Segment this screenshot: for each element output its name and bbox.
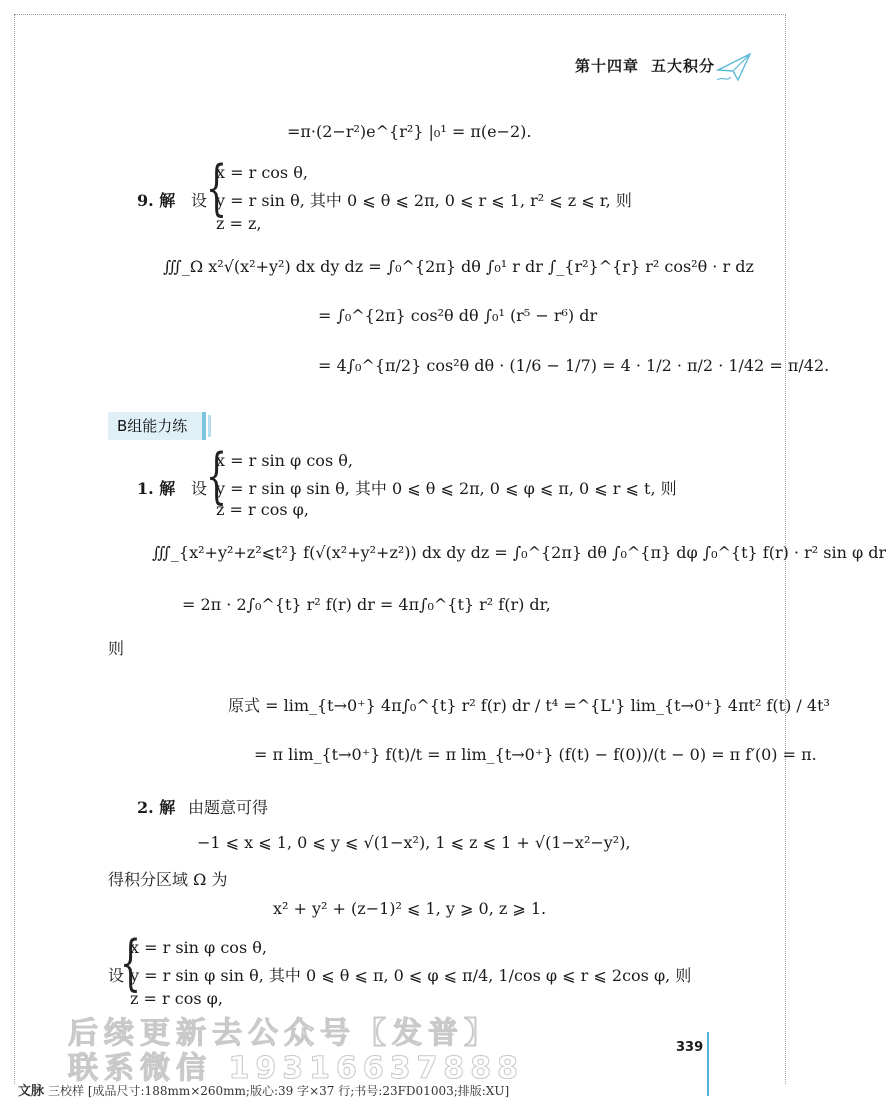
equation-line: = ∫₀^{2π} cos²θ dθ ∫₀¹ (r⁵ − r⁶) dr — [318, 306, 598, 325]
left-brace-icon: { — [206, 441, 228, 511]
set-word: 设 — [108, 966, 125, 985]
set-word: 设 — [191, 191, 208, 210]
solution-label: 9. 解 — [137, 191, 176, 210]
equation-line: 原式 = lim_{t→0⁺} 4π∫₀^{t} r² f(r) dr / t⁴ =^{L'} lim_{t→0⁺} 4πt² f(t) / 4t³ — [228, 696, 830, 715]
page-frame-left — [14, 14, 15, 1084]
paragraph-text: 由题意可得 — [188, 798, 269, 817]
equation-line: = 2π · 2∫₀^{t} r² f(r) dr = 4π∫₀^{t} r² f(r) dr, — [182, 595, 551, 614]
page-rule — [707, 1032, 709, 1096]
section-heading: B组能力练 — [108, 412, 206, 440]
equation-line: = π lim_{t→0⁺} f(t)/t = π lim_{t→0⁺} (f(t) − f(0))/(t − 0) = π f′(0) = π. — [254, 745, 817, 764]
paper-plane-icon — [716, 50, 752, 86]
set-word: 设 — [191, 479, 208, 498]
equation-line: =π·(2−r²)e^{r²} |₀¹ = π(e−2). — [287, 122, 532, 141]
system-row: x = r cos θ, — [216, 163, 308, 182]
solution-label: 1. 解 — [137, 479, 176, 498]
page-number: 339 — [676, 1040, 704, 1055]
watermark-line: 联系微信 19316637888 — [68, 1051, 525, 1086]
system-row: y = r sin θ, 其中 0 ⩽ θ ⩽ 2π, 0 ⩽ r ⩽ 1, r² ⩽ z ⩽ r, 则 — [216, 191, 632, 210]
footer-brand: 文脉 — [18, 1084, 45, 1099]
equation-line: −1 ⩽ x ⩽ 1, 0 ⩽ y ⩽ √(1−x²), 1 ⩽ z ⩽ 1 + √(1−x²−y²), — [197, 833, 631, 852]
system-row: z = r cos φ, — [216, 500, 309, 519]
paragraph-text: 得积分区域 Ω 为 — [108, 870, 228, 889]
equation-line: ∭_{x²+y²+z²⩽t²} f(√(x²+y²+z²)) dx dy dz = ∫₀^{2π} dθ ∫₀^{π} dφ ∫₀^{t} f(r) · r² sin φ dr — [152, 543, 886, 562]
equation-line: ∭_Ω x²√(x²+y²) dx dy dz = ∫₀^{2π} dθ ∫₀¹ r dr ∫_{r²}^{r} r² cos²θ · r dz — [163, 257, 754, 276]
equation-line: x² + y² + (z−1)² ⩽ 1, y ⩾ 0, z ⩾ 1. — [273, 899, 547, 918]
system-row: x = r sin φ cos θ, — [216, 451, 353, 470]
watermark-line: 后续更新去公众号【发普】 — [68, 1016, 500, 1051]
running-header — [575, 55, 715, 76]
footer-spec: 三校样 [成品尺寸:188mm×260mm;版心:39 字×37 行;书号:23FD01003;排版:XU] — [48, 1084, 510, 1098]
system-row: y = r sin φ sin θ, 其中 0 ⩽ θ ⩽ 2π, 0 ⩽ φ ⩽ π, 0 ⩽ r ⩽ t, 则 — [216, 479, 677, 498]
page-frame-top — [14, 14, 786, 15]
left-brace-icon: { — [206, 153, 228, 223]
system-row: y = r sin φ sin θ, 其中 0 ⩽ θ ⩽ π, 0 ⩽ φ ⩽ π/4, 1/cos φ ⩽ r ⩽ 2cos φ, 则 — [130, 966, 692, 985]
footer — [18, 1080, 509, 1099]
system-row: z = z, — [216, 214, 262, 233]
chapter-number: 第十四章 — [574, 57, 639, 75]
chapter-title: 五大积分 — [650, 57, 715, 75]
system-row: z = r cos φ, — [130, 989, 223, 1008]
paragraph-text: 则 — [108, 639, 125, 658]
solution-label: 2. 解 — [137, 798, 176, 817]
equation-line: = 4∫₀^{π/2} cos²θ dθ · (1/6 − 1/7) = 4 · 1/2 · π/2 · 1/42 = π/42. — [318, 356, 830, 375]
left-brace-icon: { — [120, 928, 142, 998]
system-row: x = r sin φ cos θ, — [130, 938, 267, 957]
